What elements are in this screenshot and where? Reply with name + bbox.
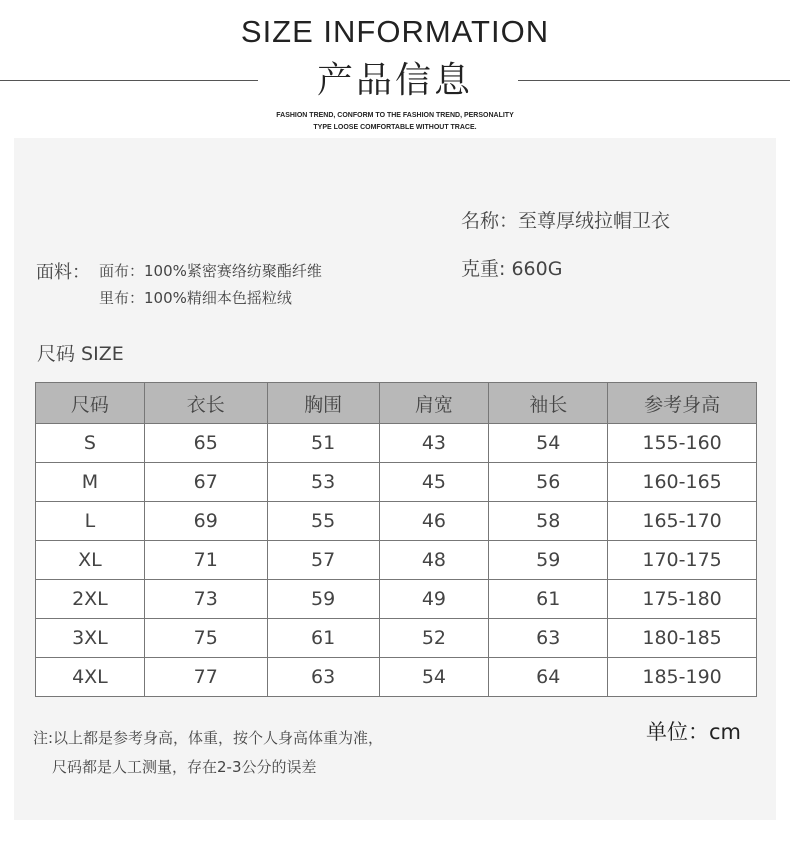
title-english: SIZE INFORMATION: [240, 14, 550, 49]
note-line-2: 尺码都是人工测量，存在2-3公分的误差: [52, 758, 317, 776]
table-row: [36, 580, 757, 619]
table-cell: 52: [379, 619, 489, 658]
column-header: 袖长: [489, 383, 608, 424]
table-cell: 48: [379, 541, 489, 580]
table-cell: S: [36, 424, 145, 463]
table-cell: 56: [489, 463, 608, 502]
column-header: 胸围: [267, 383, 379, 424]
table-header-row: [36, 383, 757, 424]
table-cell: 73: [144, 580, 267, 619]
fabric-lining: 里布：100%精细本色摇粒绒: [99, 289, 292, 307]
table-cell: 67: [144, 463, 267, 502]
table-cell: 4XL: [36, 658, 145, 697]
table-cell: 180-185: [608, 619, 757, 658]
table-cell: 54: [489, 424, 608, 463]
product-name: 名称：至尊厚绒拉帽卫衣: [461, 210, 671, 232]
table-cell: 58: [489, 502, 608, 541]
tagline-line-1: FASHION TREND, CONFORM TO THE FASHION TREND, PERSONALITY: [276, 112, 514, 119]
table-cell: L: [36, 502, 145, 541]
column-header: 尺码: [36, 383, 145, 424]
table-cell: XL: [36, 541, 145, 580]
column-header: 肩宽: [379, 383, 489, 424]
column-header: 参考身高: [608, 383, 757, 424]
table-cell: 64: [489, 658, 608, 697]
table-cell: 69: [144, 502, 267, 541]
table-row: [36, 658, 757, 697]
table-cell: 59: [267, 580, 379, 619]
table-cell: 57: [267, 541, 379, 580]
note-line-1: 注:以上都是参考身高，体重，按个人身高体重为准，: [33, 729, 384, 747]
table-cell: 63: [489, 619, 608, 658]
size-table: [35, 382, 757, 697]
fabric-outer: 面布：100%紧密赛络纺聚酯纤维: [99, 262, 322, 280]
table-cell: 63: [267, 658, 379, 697]
table-cell: 61: [267, 619, 379, 658]
size-title: 尺码 SIZE: [37, 343, 124, 365]
table-cell: 71: [144, 541, 267, 580]
column-header: 衣长: [144, 383, 267, 424]
divider-right: [518, 80, 790, 81]
table-cell: 2XL: [36, 580, 145, 619]
product-weight: 克重: 660G: [461, 258, 563, 280]
table-cell: 160-165: [608, 463, 757, 502]
table-cell: 155-160: [608, 424, 757, 463]
table-cell: 175-180: [608, 580, 757, 619]
table-cell: 75: [144, 619, 267, 658]
table-cell: 49: [379, 580, 489, 619]
table-row: [36, 541, 757, 580]
table-cell: 65: [144, 424, 267, 463]
table-row: [36, 463, 757, 502]
table-cell: 46: [379, 502, 489, 541]
table-row: [36, 619, 757, 658]
fabric-label: 面料：: [36, 262, 90, 283]
tagline: [0, 110, 790, 134]
table-cell: 3XL: [36, 619, 145, 658]
table-cell: 45: [379, 463, 489, 502]
table-cell: 185-190: [608, 658, 757, 697]
table-cell: M: [36, 463, 145, 502]
table-cell: 43: [379, 424, 489, 463]
table-cell: 165-170: [608, 502, 757, 541]
title-chinese: 产品信息: [316, 60, 473, 101]
table-cell: 54: [379, 658, 489, 697]
table-cell: 61: [489, 580, 608, 619]
table-cell: 170-175: [608, 541, 757, 580]
table-cell: 51: [267, 424, 379, 463]
table-cell: 55: [267, 502, 379, 541]
table-row: [36, 502, 757, 541]
tagline-line-2: TYPE LOOSE COMFORTABLE WITHOUT TRACE.: [313, 124, 477, 131]
table-cell: 77: [144, 658, 267, 697]
unit-label: 单位：cm: [646, 720, 742, 744]
table-cell: 53: [267, 463, 379, 502]
table-row: [36, 424, 757, 463]
table-cell: 59: [489, 541, 608, 580]
